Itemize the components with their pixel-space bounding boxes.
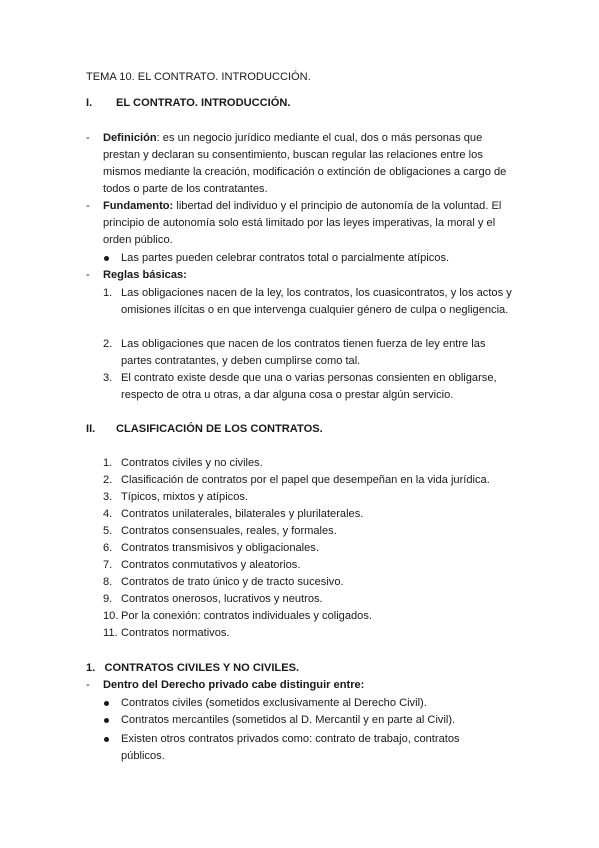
list-item (103, 489, 518, 506)
intro-text: Dentro del Derecho privado cabe distinguir entre: (103, 679, 365, 691)
dash-marker: - (86, 269, 90, 281)
bullet-icon (104, 701, 109, 706)
dash-marker: - (86, 132, 90, 144)
list-item (103, 336, 518, 370)
list-text: Contratos normativos. (121, 627, 230, 639)
section-numeral: I. (86, 97, 93, 109)
section-numeral: II. (86, 423, 96, 435)
list-number: 1. (103, 457, 113, 469)
document-title: TEMA 10. EL CONTRATO. INTRODUCCIÓN. (86, 71, 311, 83)
dash-marker: - (86, 200, 90, 212)
list-text: Contratos consensuales, reales, y formales. (121, 525, 337, 537)
bullet-text: Contratos civiles (sometidos exclusivamente al Derecho Civil). (121, 697, 427, 709)
list-number: 9. (103, 593, 113, 605)
list-text: El contrato existe desde que una o varias personas consienten en obligarse, respecto de otra u otras, a dar alguna cosa o prestar algún servicio. (121, 372, 497, 401)
section-title: CLASIFICACIÓN DE LOS CONTRATOS. (116, 423, 323, 435)
list-text: Típicos, mixtos y atípicos. (121, 491, 248, 503)
bullet-text: Las partes pueden celebrar contratos total o parcialmente atípicos. (121, 252, 450, 264)
list-text: Contratos conmutativos y aleatorios. (121, 559, 301, 571)
list-number: 10. (103, 610, 119, 622)
list-item (103, 625, 518, 642)
bullet-icon (104, 718, 109, 723)
subsection-heading: 1. CONTRATOS CIVILES Y NO CIVILES. (86, 662, 300, 674)
bullet-icon (104, 256, 109, 261)
reglas-heading (86, 267, 516, 284)
list-number: 2. (103, 474, 113, 486)
list-item (103, 695, 518, 712)
fundamento-paragraph (86, 198, 516, 249)
subsection-intro (86, 677, 516, 694)
list-text: Clasificación de contratos por el papel que desempeñan en la vida jurídica. (121, 474, 490, 486)
reglas-term: Reglas básicas: (103, 269, 187, 281)
list-text: Contratos onerosos, lucrativos y neutros. (121, 593, 323, 605)
list-number: 2. (103, 338, 113, 350)
list-text: Las obligaciones nacen de la ley, los contratos, los cuasicontratos, y los actos y omisiones ilícitas o en que intervenga cualquier género de culpa o negligencia. (121, 287, 512, 316)
list-item (103, 506, 518, 523)
fundamento-text: libertad del individuo y el principio de autonomía de la voluntad. El principio de autonomía solo está limitado por las leyes imperativas, la moral y el orden público. (103, 200, 502, 246)
bullet-text: Contratos mercantiles (sometidos al D. Mercantil y en parte al Civil). (121, 714, 456, 726)
list-number: 3. (103, 491, 113, 503)
list-number: 7. (103, 559, 113, 571)
bullet-text: Existen otros contratos privados como: contrato de trabajo, contratos públicos. (121, 733, 460, 762)
list-text: Contratos unilaterales, bilaterales y plurilaterales. (121, 508, 364, 520)
list-item (103, 455, 518, 472)
definition-text: : es un negocio jurídico mediante el cual, dos o más personas que prestan y declaran su consentimiento, buscan regular las relaciones entre los mismos mediante la creación, modificación o extinción de obligaciones a cargo de todos o parte de los contratantes. (103, 132, 507, 195)
list-number: 6. (103, 542, 113, 554)
list-number: 5. (103, 525, 113, 537)
list-item (103, 250, 518, 267)
list-text: Contratos transmisivos y obligacionales. (121, 542, 319, 554)
fundamento-term: Fundamento: (103, 200, 174, 212)
list-text: Por la conexión: contratos individuales y coligados. (121, 610, 372, 622)
list-number: 3. (103, 372, 113, 384)
list-number: 4. (103, 508, 113, 520)
definition-term: Definición (103, 132, 157, 144)
section-heading-2 (86, 421, 323, 438)
list-number: 11. (103, 627, 118, 639)
list-item (103, 731, 503, 765)
list-item (103, 591, 518, 608)
section-title: EL CONTRATO. INTRODUCCIÓN. (116, 97, 291, 109)
list-item (103, 472, 518, 489)
list-number: 1. (103, 287, 113, 299)
definition-paragraph (86, 130, 516, 198)
list-item (103, 608, 518, 625)
list-text: Contratos de trato único y de tracto sucesivo. (121, 576, 344, 588)
list-item (103, 285, 518, 319)
list-text: Contratos civiles y no civiles. (121, 457, 263, 469)
list-item (103, 574, 518, 591)
list-item (103, 370, 518, 404)
dash-marker: - (86, 679, 90, 691)
section-heading-1 (86, 95, 290, 112)
list-number: 8. (103, 576, 113, 588)
list-item (103, 712, 518, 729)
list-item (103, 523, 518, 540)
list-text: Las obligaciones que nacen de los contratos tienen fuerza de ley entre las partes contratantes, y deben cumplirse como tal. (121, 338, 486, 367)
bullet-icon (104, 737, 109, 742)
list-item (103, 557, 518, 574)
list-item (103, 540, 518, 557)
